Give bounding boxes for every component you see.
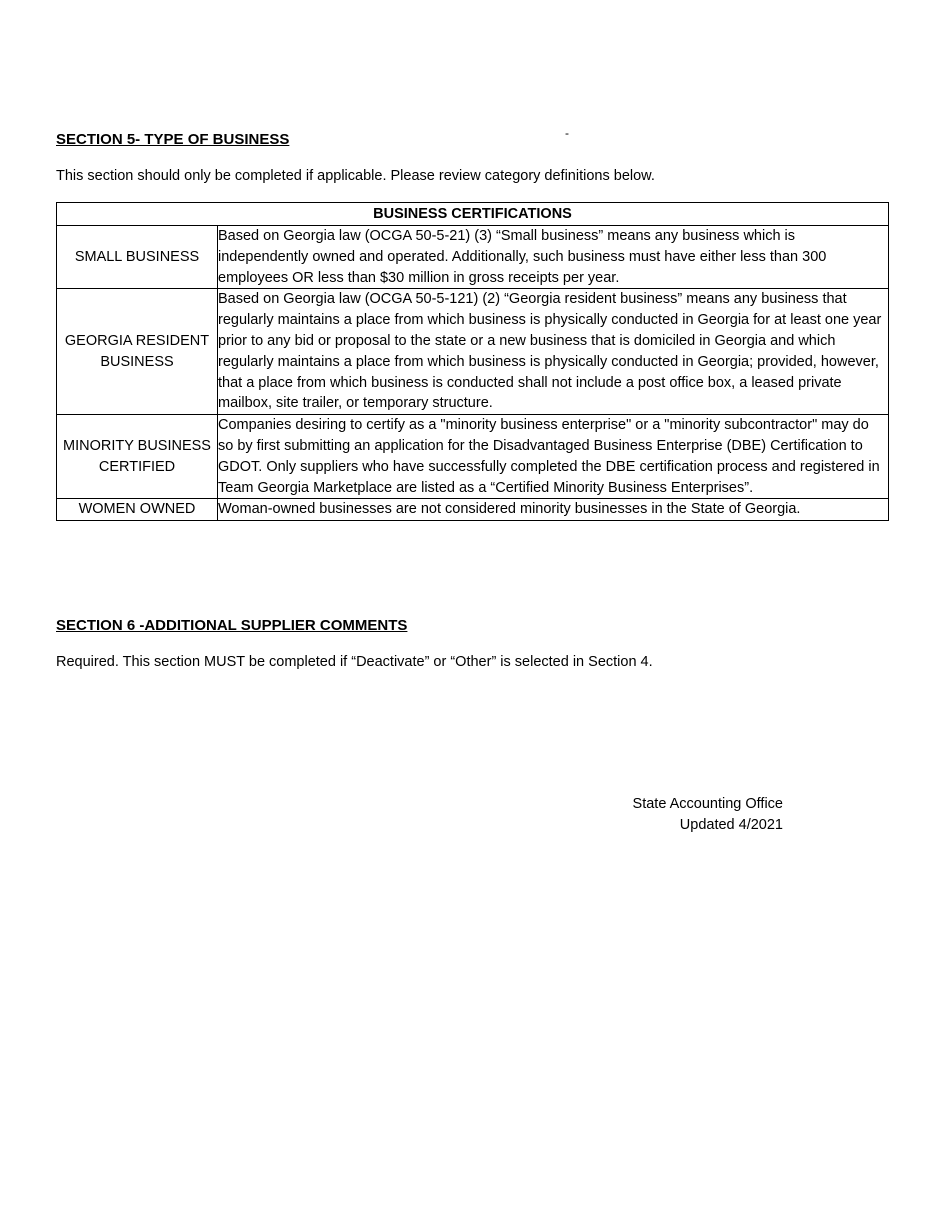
definition-cell: Woman-owned businesses are not considered minority businesses in the State of Georgia. — [218, 499, 889, 521]
category-cell: MINORITY BUSINESS CERTIFIED — [57, 415, 218, 499]
footer-org-name: State Accounting Office — [632, 796, 783, 812]
section-5-heading: SECTION 5- TYPE OF BUSINESS — [56, 131, 290, 148]
category-cell: WOMEN OWNED — [57, 499, 218, 521]
category-cell: SMALL BUSINESS — [57, 226, 218, 289]
footer-block — [633, 794, 783, 836]
table-header-row — [57, 203, 889, 226]
table-row-georgia-resident — [57, 289, 889, 415]
table-row-small-business — [57, 226, 889, 289]
section-5-intro: This section should only be completed if applicable. Please review category definitions below. — [56, 168, 655, 184]
table-row-minority-business — [57, 415, 889, 499]
business-certifications-table — [56, 202, 889, 521]
stray-mark: - — [565, 126, 569, 140]
table-row-women-owned — [57, 499, 889, 521]
section-6-intro: Required. This section MUST be completed if “Deactivate” or “Other” is selected in Section 4. — [56, 654, 653, 670]
footer-updated-date: Updated 4/2021 — [679, 817, 783, 833]
definition-cell: Based on Georgia law (OCGA 50-5-121) (2) “Georgia resident business” means any business that regularly maintains a place from which business is physically conducted in Georgia for at least one year prior to any bid or proposal to the state or a new business that is domiciled in Georgia and which regularly maintains a place from which business is physically conducted in Georgia; provided, however, that a place from which business is conducted shall not include a post office box, a leased private mailbox, site trailer, or temporary structure. — [218, 289, 889, 415]
table-header: BUSINESS CERTIFICATIONS — [57, 203, 889, 226]
definition-cell: Based on Georgia law (OCGA 50-5-21) (3) “Small business” means any business which is independently owned and operated. Additionally, such business must have either less than 300 employees OR less than $30 million in gross receipts per year. — [218, 226, 889, 289]
category-cell: GEORGIA RESIDENT BUSINESS — [57, 289, 218, 415]
section-6-heading: SECTION 6 -ADDITIONAL SUPPLIER COMMENTS — [56, 617, 408, 634]
definition-cell: Companies desiring to certify as a "minority business enterprise" or a "minority subcontractor" may do so by first submitting an application for the Disadvantaged Business Enterprise (DBE) Certification to GDOT. Only suppliers who have successfully completed the DBE certification process and registered in Team Georgia Marketplace are listed as a “Certified Minority Business Enterprises”. — [218, 415, 889, 499]
